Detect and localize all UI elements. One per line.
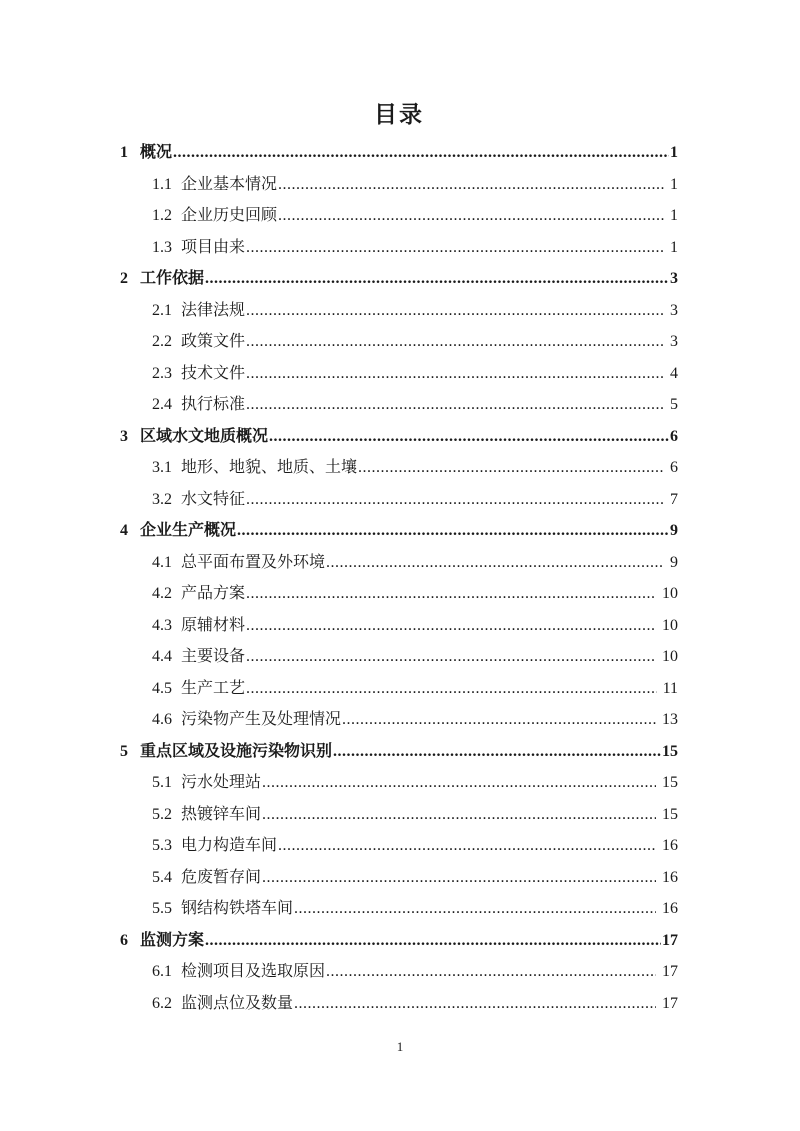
toc-entry-number: 5.1 bbox=[152, 774, 172, 791]
toc-entry-number: 3.2 bbox=[152, 490, 172, 508]
toc-entry-page: 3 bbox=[670, 301, 678, 319]
toc-entry[interactable] bbox=[120, 421, 678, 453]
toc-entry-page: 4 bbox=[670, 364, 678, 382]
toc-entry-number: 5 bbox=[120, 742, 128, 760]
page-title: 目录 bbox=[374, 102, 424, 127]
toc-dot-leader bbox=[294, 893, 656, 925]
toc-entry-label bbox=[152, 610, 245, 642]
toc-dot-leader bbox=[246, 326, 664, 358]
toc-entry-label bbox=[152, 169, 277, 201]
toc-entry-title: 热镀锌车间 bbox=[181, 805, 262, 823]
toc-entry-page: 16 bbox=[662, 900, 678, 917]
toc-entry-label bbox=[120, 515, 236, 547]
toc-entry-label bbox=[152, 988, 293, 1020]
toc-entry-page: 16 bbox=[662, 868, 678, 886]
toc-entry-label bbox=[120, 925, 204, 957]
toc-entry-title: 政策文件 bbox=[181, 333, 246, 350]
toc-entry-label bbox=[152, 295, 245, 327]
toc-entry-label bbox=[152, 326, 245, 358]
toc-entry-title: 概况 bbox=[140, 144, 173, 161]
toc-entry-page: 3 bbox=[670, 333, 678, 350]
toc-entry-title: 钢结构铁塔车间 bbox=[181, 900, 294, 917]
toc-dot-leader bbox=[278, 169, 664, 201]
toc-entry-label bbox=[152, 893, 293, 925]
toc-entry-number: 1.3 bbox=[152, 238, 172, 256]
toc-entry-number: 4.6 bbox=[152, 711, 172, 728]
toc-entry[interactable] bbox=[120, 515, 678, 547]
toc-entry-number: 4.1 bbox=[152, 553, 172, 571]
toc-entry-number: 4.2 bbox=[152, 585, 172, 602]
toc-entry-label bbox=[152, 484, 245, 516]
toc-entry-label bbox=[120, 736, 332, 768]
toc-entry-title: 工作依据 bbox=[140, 270, 205, 287]
toc-entry-page: 10 bbox=[662, 585, 678, 602]
toc-entry-page: 10 bbox=[662, 616, 678, 634]
toc-dot-leader bbox=[246, 484, 664, 516]
toc-entry[interactable] bbox=[120, 830, 678, 862]
toc-entry-title: 检测项目及选取原因 bbox=[181, 963, 326, 980]
toc-entry-number: 4 bbox=[120, 522, 128, 539]
toc-entry-number: 3.1 bbox=[152, 459, 172, 476]
toc-entry-label bbox=[152, 200, 277, 232]
toc-entry-number: 4.4 bbox=[152, 648, 172, 665]
toc-entry-title: 重点区域及设施污染物识别 bbox=[140, 742, 333, 760]
toc-entry[interactable] bbox=[120, 893, 678, 925]
toc-entry-title: 监测方案 bbox=[140, 931, 205, 949]
toc-entry-label bbox=[120, 421, 268, 453]
toc-entry[interactable] bbox=[120, 232, 678, 264]
toc-entry-title: 项目由来 bbox=[181, 238, 246, 256]
toc-entry-title: 地形、地貌、地质、土壤 bbox=[181, 459, 358, 476]
toc-entry-page: 1 bbox=[670, 207, 678, 224]
toc-entry[interactable] bbox=[120, 389, 678, 421]
toc-entry-number: 2.4 bbox=[152, 396, 172, 413]
toc-dot-leader bbox=[262, 799, 656, 831]
toc-entry-page: 13 bbox=[662, 711, 678, 728]
toc-entry-number: 2.3 bbox=[152, 364, 172, 382]
toc-entry-title: 总平面布置及外环境 bbox=[181, 553, 326, 571]
toc-entry-number: 1.1 bbox=[152, 175, 172, 193]
toc-dot-leader bbox=[333, 736, 661, 768]
toc-entry-label bbox=[152, 358, 245, 390]
toc-entry-page: 17 bbox=[662, 963, 678, 980]
toc-entry-label bbox=[152, 862, 261, 894]
toc-entry-label bbox=[152, 232, 245, 264]
toc-entry-label bbox=[152, 956, 325, 988]
toc-entry-page: 1 bbox=[670, 238, 678, 256]
toc-entry-number: 1 bbox=[120, 144, 128, 161]
toc-entry-number: 4.5 bbox=[152, 679, 172, 697]
toc-entry[interactable] bbox=[120, 200, 678, 232]
toc-entry[interactable] bbox=[120, 673, 678, 705]
toc-entry-title: 污水处理站 bbox=[181, 774, 262, 791]
toc-dot-leader bbox=[269, 421, 669, 453]
toc-dot-leader bbox=[246, 389, 664, 421]
toc-entry-title: 企业历史回顾 bbox=[181, 207, 278, 224]
toc-entry-label bbox=[152, 704, 341, 736]
toc-entry-label bbox=[152, 578, 245, 610]
toc-entry-number: 2.1 bbox=[152, 301, 172, 319]
toc-entry-number: 6.1 bbox=[152, 963, 172, 980]
toc-entry-label bbox=[152, 547, 325, 579]
toc-entry-page: 5 bbox=[670, 396, 678, 413]
toc-entry-page: 15 bbox=[662, 774, 678, 791]
toc-entry-page: 9 bbox=[670, 553, 678, 571]
toc-entry[interactable] bbox=[120, 326, 678, 358]
toc-dot-leader bbox=[342, 704, 656, 736]
toc-entry[interactable] bbox=[120, 452, 678, 484]
page-footer bbox=[0, 1040, 800, 1053]
toc-dot-leader bbox=[246, 578, 656, 610]
toc-entry-title: 电力构造车间 bbox=[181, 837, 278, 854]
toc-entry-title: 污染物产生及处理情况 bbox=[181, 711, 342, 728]
toc-dot-leader bbox=[326, 956, 656, 988]
toc-dot-leader bbox=[246, 295, 664, 327]
toc-entry-page: 15 bbox=[662, 742, 678, 760]
toc-entry[interactable] bbox=[120, 925, 678, 957]
toc-dot-leader bbox=[278, 200, 664, 232]
toc-entry-title: 危废暂存间 bbox=[181, 868, 262, 886]
toc-entry-page: 11 bbox=[662, 679, 678, 697]
toc-dot-leader bbox=[262, 862, 656, 894]
toc-dot-leader bbox=[246, 610, 656, 642]
toc-entry-label bbox=[152, 641, 245, 673]
toc-entry-title: 产品方案 bbox=[181, 585, 246, 602]
footer-page-number: 1 bbox=[396, 1039, 404, 1054]
toc-entry-number: 2 bbox=[120, 270, 128, 287]
toc-entry-label bbox=[152, 830, 277, 862]
toc-entry-title: 法律法规 bbox=[181, 301, 246, 319]
toc-entry-page: 6 bbox=[670, 427, 678, 445]
toc-entry-page: 16 bbox=[662, 837, 678, 854]
toc-entry-label bbox=[152, 452, 357, 484]
toc-dot-leader bbox=[246, 358, 664, 390]
toc-entry-label bbox=[152, 799, 261, 831]
toc-entry-label bbox=[120, 137, 172, 169]
toc-entry-label bbox=[152, 389, 245, 421]
toc-entry[interactable] bbox=[120, 610, 678, 642]
toc-entry[interactable] bbox=[120, 547, 678, 579]
toc-entry-number: 1.2 bbox=[152, 207, 172, 224]
toc-entry-number: 5.4 bbox=[152, 868, 172, 886]
toc-entry-number: 5.5 bbox=[152, 900, 172, 917]
toc-dot-leader bbox=[278, 830, 656, 862]
toc-entry[interactable] bbox=[120, 736, 678, 768]
toc-dot-leader bbox=[262, 767, 656, 799]
toc-entry[interactable] bbox=[120, 169, 678, 201]
toc-entry-page: 10 bbox=[662, 648, 678, 665]
toc-entry[interactable] bbox=[120, 641, 678, 673]
toc-entry[interactable] bbox=[120, 799, 678, 831]
toc-entry-title: 执行标准 bbox=[181, 396, 246, 413]
toc-entry-label bbox=[120, 263, 204, 295]
toc-entry-title: 监测点位及数量 bbox=[181, 994, 294, 1012]
toc-entry-number: 6 bbox=[120, 931, 128, 949]
toc-list bbox=[120, 137, 678, 1019]
toc-entry-label bbox=[152, 673, 245, 705]
toc-entry-page: 1 bbox=[670, 175, 678, 193]
toc-entry[interactable] bbox=[120, 358, 678, 390]
toc-entry-number: 5.3 bbox=[152, 837, 172, 854]
toc-entry-number: 6.2 bbox=[152, 994, 172, 1012]
toc-entry[interactable] bbox=[120, 484, 678, 516]
toc-entry[interactable] bbox=[120, 578, 678, 610]
toc-entry-title: 生产工艺 bbox=[181, 679, 246, 697]
toc-entry-page: 1 bbox=[670, 144, 678, 161]
toc-entry-label bbox=[152, 767, 261, 799]
toc-dot-leader bbox=[246, 232, 664, 264]
toc-entry-page: 17 bbox=[662, 931, 678, 949]
toc-dot-leader bbox=[294, 988, 656, 1020]
toc-entry-number: 2.2 bbox=[152, 333, 172, 350]
toc-dot-leader bbox=[326, 547, 664, 579]
toc-entry-title: 企业基本情况 bbox=[181, 175, 278, 193]
toc-entry-page: 7 bbox=[670, 490, 678, 508]
toc-entry-title: 原辅材料 bbox=[181, 616, 246, 634]
toc-dot-leader bbox=[246, 641, 656, 673]
toc-entry-page: 3 bbox=[670, 270, 678, 287]
toc-entry-number: 5.2 bbox=[152, 805, 172, 823]
toc-entry-title: 企业生产概况 bbox=[140, 522, 237, 539]
toc-entry-title: 水文特征 bbox=[181, 490, 246, 508]
toc-entry-page: 6 bbox=[670, 459, 678, 476]
toc-entry[interactable] bbox=[120, 137, 678, 169]
toc-entry-title: 区域水文地质概况 bbox=[140, 427, 269, 445]
toc-entry-number: 4.3 bbox=[152, 616, 172, 634]
toc-dot-leader bbox=[173, 137, 669, 169]
toc-entry[interactable] bbox=[120, 862, 678, 894]
toc-dot-leader bbox=[205, 925, 661, 957]
toc-entry[interactable] bbox=[120, 704, 678, 736]
toc-entry[interactable] bbox=[120, 263, 678, 295]
toc-entry[interactable] bbox=[120, 295, 678, 327]
toc-dot-leader bbox=[237, 515, 669, 547]
toc-entry-title: 技术文件 bbox=[181, 364, 246, 382]
toc-entry-title: 主要设备 bbox=[181, 648, 246, 665]
toc-dot-leader bbox=[358, 452, 664, 484]
toc-entry-page: 15 bbox=[662, 805, 678, 823]
toc-entry-page: 9 bbox=[670, 522, 678, 539]
toc-dot-leader bbox=[205, 263, 669, 295]
toc-entry[interactable] bbox=[120, 956, 678, 988]
toc-entry-page: 17 bbox=[662, 994, 678, 1012]
toc-entry[interactable] bbox=[120, 988, 678, 1020]
toc-entry[interactable] bbox=[120, 767, 678, 799]
toc-dot-leader bbox=[246, 673, 657, 705]
toc-entry-number: 3 bbox=[120, 427, 128, 445]
